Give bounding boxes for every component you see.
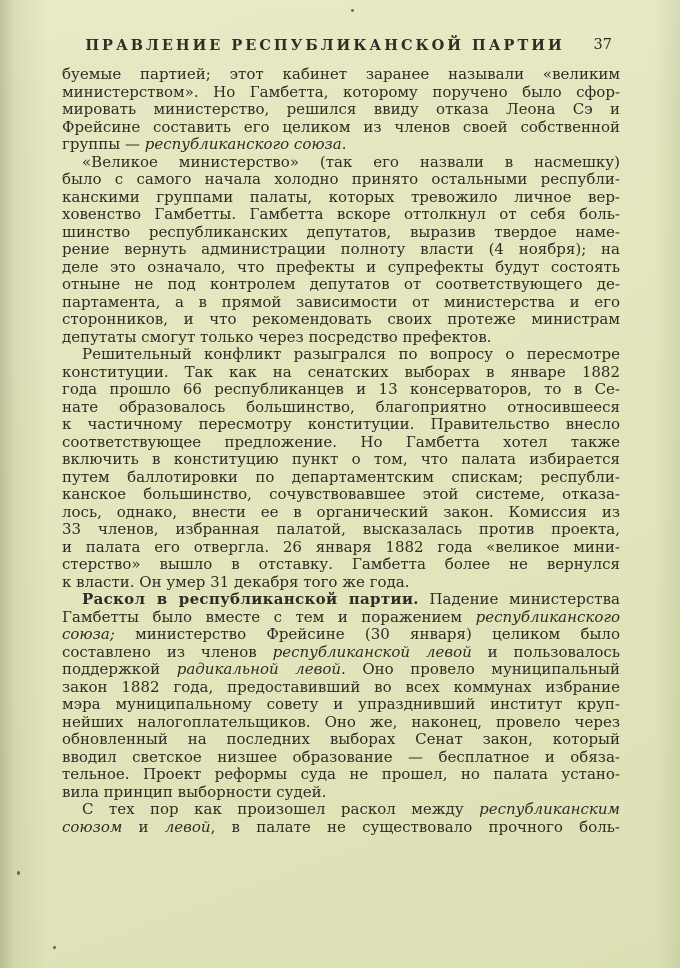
- text-run: Решительный конфликт разыгрался по вопросу о пересмотре: [82, 346, 620, 363]
- text-line: [62, 539, 620, 557]
- text-run: к власти. Он умер 31 декабря того же года.: [62, 573, 410, 591]
- page-number: 37: [593, 37, 612, 53]
- text-line: [62, 451, 620, 469]
- text-run: нате образовалось большинство, благоприятно относившееся: [62, 398, 620, 416]
- running-head-title: ПРАВЛЕНИЕ РЕСПУБЛИКАНСКОЙ ПАРТИИ: [85, 37, 565, 54]
- text-run: составлено из членов: [62, 643, 273, 661]
- text-line: [62, 189, 620, 207]
- text-run: Гамбетты было вместе с тем и поражением: [62, 608, 476, 626]
- text-line: [62, 591, 620, 609]
- text-run: вводил светское низшее образование — бесплатное и обяза-: [62, 748, 620, 766]
- text-line: [62, 486, 620, 504]
- scan-speck: [17, 871, 20, 875]
- text-line: [62, 224, 620, 242]
- text-line: [62, 206, 620, 224]
- text-run: ховенство Гамбетты. Гамбетта вскоре оттолкнул от себя боль-: [62, 206, 620, 223]
- text-run: министерство Фрейсине (30 января) целиком было: [114, 626, 620, 643]
- text-run: и палата его отвергла. 26 января 1882 года «великое мини-: [62, 538, 620, 556]
- text-line: [62, 276, 620, 294]
- text-line: [62, 679, 620, 697]
- text-run: к частичному пересмотру конституции. Правительство внесло: [62, 416, 620, 433]
- italic-run: левой: [164, 818, 211, 836]
- text-line: [62, 101, 620, 119]
- text-line: [62, 136, 620, 154]
- text-line: [62, 819, 620, 837]
- text-run: канскими группами палаты, которых тревожило личное вер-: [62, 188, 620, 206]
- text-line: [62, 504, 620, 522]
- text-line: [62, 171, 620, 189]
- running-head: [62, 37, 620, 57]
- text-line: [62, 84, 620, 102]
- text-run: сторонников, и что рекомендовать своих протеже министрам: [62, 311, 620, 328]
- text-run: Фрейсине составить его целиком из членов своей собственной: [62, 118, 620, 136]
- text-line: [62, 434, 620, 452]
- italic-run: союзом: [62, 818, 123, 836]
- italic-run: республиканским: [479, 801, 620, 818]
- text-run: включить в конституцию пункт о том, что палата избирается: [62, 451, 620, 468]
- text-run: , в палате не существовало прочного боль-: [210, 818, 620, 836]
- text-line: [62, 364, 620, 382]
- italic-run: республиканского: [475, 608, 620, 626]
- text-line: [62, 154, 620, 172]
- text-line: [62, 749, 620, 767]
- text-line: [62, 416, 620, 434]
- text-run: и пользовалось: [471, 643, 620, 661]
- text-line: [62, 784, 620, 802]
- text-line: [62, 731, 620, 749]
- text-run: партамента, а в прямой зависимости от министерства и его: [62, 293, 620, 311]
- text-run: обновленный на последних выборах Сенат закон, который: [62, 731, 620, 748]
- text-run: отныне не под контролем депутатов от соответствующего де-: [62, 276, 620, 293]
- text-line: [62, 381, 620, 399]
- text-line: [62, 766, 620, 784]
- text-line: [62, 66, 620, 84]
- bold-run: Раскол в республиканской партии.: [82, 591, 419, 608]
- text-line: [62, 311, 620, 329]
- text-line: [62, 119, 620, 137]
- text-line: [62, 661, 620, 679]
- text-line: [62, 626, 620, 644]
- italic-run: союза;: [62, 626, 115, 643]
- text-run: Падение министерства: [418, 591, 620, 608]
- text-block: [62, 66, 620, 836]
- text-run: поддержкой: [62, 661, 177, 678]
- text-line: [62, 329, 620, 347]
- text-line: [62, 644, 620, 662]
- text-run: шинство республиканских депутатов, выразив твердое наме-: [62, 223, 620, 241]
- text-run: «Великое министерство» (так его назвали в насмешку): [82, 153, 620, 171]
- text-run: путем баллотировки по департаментским спискам; республи-: [62, 468, 620, 486]
- text-line: [62, 469, 620, 487]
- text-run: депутаты смогут только через посредство префектов.: [62, 328, 492, 346]
- text-run: мировать министерство, решился ввиду отказа Леона Сэ и: [62, 101, 620, 118]
- text-run: конституции. Так как на сенатских выборах в январе 1882: [62, 363, 620, 381]
- text-run: мэра муниципальному совету и упразднивший институт круп-: [62, 696, 620, 713]
- text-run: стерство» вышло в отставку. Гамбетта более не вернулся: [62, 556, 620, 573]
- italic-run: республиканской левой: [272, 643, 472, 661]
- text-line: [62, 259, 620, 277]
- italic-run: республиканского союза: [144, 136, 342, 153]
- text-run: министерством». Но Гамбетта, которому поручено было сфор-: [62, 83, 620, 101]
- text-run: нейших налогоплательщиков. Оно же, наконец, провело через: [62, 713, 620, 731]
- italic-run: радикальной левой: [176, 661, 342, 678]
- text-run: года прошло 66 республиканцев и 13 консерваторов, то в Се-: [62, 381, 620, 398]
- text-run: рение вернуть администрации полноту власти (4 ноября); на: [62, 241, 620, 258]
- text-line: [62, 714, 620, 732]
- text-run: . Оно провело муниципальный: [341, 661, 620, 678]
- text-run: С тех пор как произошел раскол между: [82, 801, 480, 818]
- text-run: вила принцип выборности судей.: [62, 783, 327, 801]
- text-line: [62, 294, 620, 312]
- scan-speck: [53, 946, 56, 949]
- text-line: [62, 241, 620, 259]
- text-run: лось, однако, внести ее в органический закон. Комиссия из: [62, 503, 620, 521]
- text-run: закон 1882 года, предоставивший во всех коммунах избрание: [62, 678, 620, 696]
- text-line: [62, 801, 620, 819]
- text-line: [62, 696, 620, 714]
- text-line: [62, 346, 620, 364]
- text-run: и: [122, 818, 165, 836]
- text-line: [62, 521, 620, 539]
- scan-speck: [351, 9, 354, 12]
- text-line: [62, 399, 620, 417]
- text-run: канское большинство, сочувствовавшее этой системе, отказа-: [62, 486, 620, 503]
- text-run: соответствующее предложение. Но Гамбетта хотел также: [62, 433, 620, 451]
- text-run: было с самого начала холодно принято остальными республи-: [62, 171, 620, 188]
- text-line: [62, 609, 620, 627]
- text-run: группы —: [62, 136, 145, 153]
- text-run: 33 членов, избранная палатой, высказалась против проекта,: [62, 521, 620, 538]
- text-line: [62, 556, 620, 574]
- text-run: буемые партией; этот кабинет заранее называли «великим: [62, 66, 620, 83]
- text-line: [62, 574, 620, 592]
- text-run: тельное. Проект реформы суда не прошел, но палата устано-: [62, 766, 620, 783]
- text-run: .: [341, 136, 347, 153]
- text-run: деле это означало, что префекты и супрефекты будут состоять: [62, 258, 620, 276]
